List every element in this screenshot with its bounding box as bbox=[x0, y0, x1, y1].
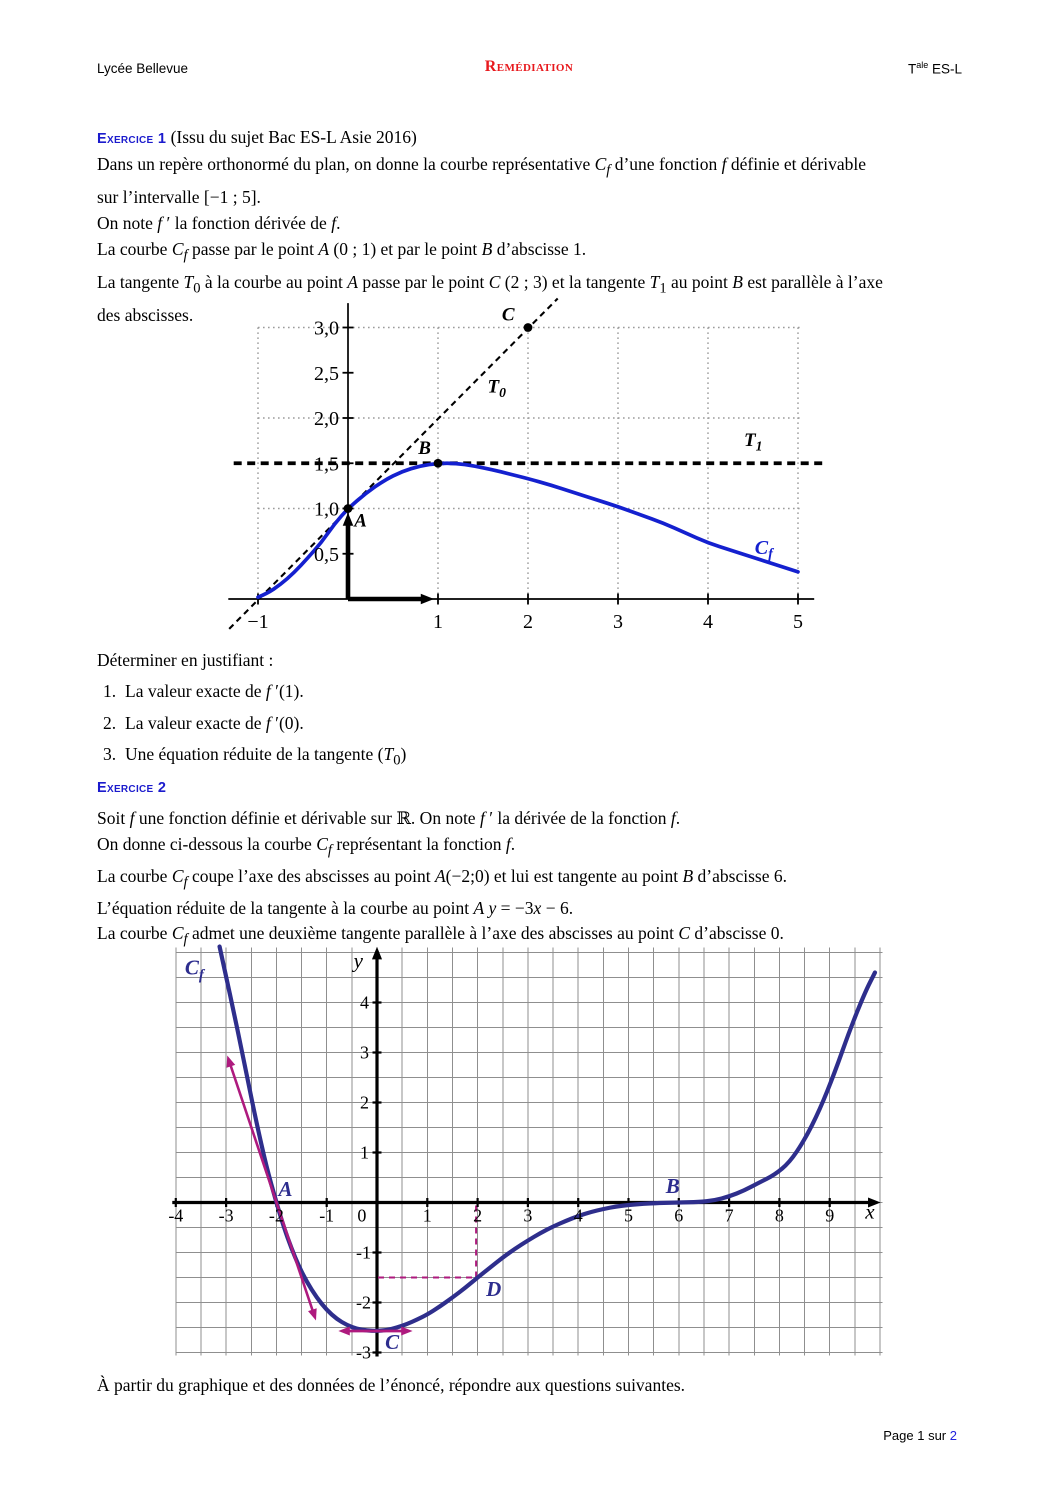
svg-text:7: 7 bbox=[724, 1205, 734, 1226]
svg-text:3,0: 3,0 bbox=[314, 317, 339, 340]
exercise1-heading bbox=[97, 127, 417, 148]
question-item-3 bbox=[103, 744, 406, 770]
svg-text:T0: $T_0$ bbox=[487, 376, 506, 401]
svg-text:4: 4 bbox=[359, 992, 369, 1013]
svg-text:B: B bbox=[418, 438, 431, 460]
svg-text:-2: -2 bbox=[268, 1205, 284, 1226]
class-prefix: T bbox=[907, 61, 917, 77]
page-footer bbox=[883, 1428, 957, 1443]
svg-text:B: B bbox=[665, 1174, 680, 1198]
svg-text:-2: -2 bbox=[355, 1292, 371, 1313]
exercise2-statement: Soit f une fonction définie et dérivable sur ℝ. On note f ′ la dérivée de la fonction f. On donne ci-dessous la courbe $C_f$ représentant la fonction f. La courbe $C_f$ coupe l’axe des abscisses au point A(−2;0) et lui est tangente au point B d’abscisse 6. L’équation réduite de la tangente à la courbe au point A y = −3x − 6. La courbe $C_f$ admet une deuxième tangente parallèle à l’axe des abscisses au point C d’abscisse 0. bbox=[97, 808, 787, 948]
svg-text:2,0: 2,0 bbox=[314, 408, 339, 430]
exercise1-statement: Dans un repère orthonormé du plan, on donne la courbe représentative $C_f$ d’une fonction f définie et dérivable sur l’intervalle [−1 ; 5]. On note f ′ la fonction dérivée de f. La courbe $C_f$ passe par le point A (0 ; 1) et par le point B d’abscisse 1. La tangente $T_0$ à la courbe au point A passe par le point C (2 ; 3) et la tangente $T_1$ au point B est parallèle à l’axe des abscisses. bbox=[97, 154, 883, 325]
question-number: 2. bbox=[103, 713, 117, 733]
exercise1-graph bbox=[225, 300, 825, 640]
svg-text:3: 3 bbox=[613, 611, 623, 633]
svg-text:C: C bbox=[501, 304, 515, 326]
svg-text:A: A bbox=[354, 510, 367, 532]
question-item-1 bbox=[103, 681, 304, 702]
svg-text:2: 2 bbox=[473, 1205, 483, 1226]
svg-text:3: 3 bbox=[359, 1042, 369, 1063]
svg-text:D: D bbox=[486, 1277, 502, 1301]
footer-page-text: Page 1 sur bbox=[883, 1428, 950, 1443]
question-text: La valeur exacte de f ′(0). bbox=[125, 713, 304, 733]
svg-text:2: 2 bbox=[359, 1092, 369, 1113]
svg-text:x: x bbox=[865, 1199, 875, 1224]
closing-instruction: À partir du graphique et des données de l’énoncé, répondre aux questions suivantes. bbox=[97, 1375, 686, 1395]
svg-text:-4: -4 bbox=[168, 1205, 184, 1226]
svg-text:0: 0 bbox=[357, 1205, 367, 1226]
svg-text:1: 1 bbox=[422, 1205, 432, 1226]
svg-text:1,0: 1,0 bbox=[314, 498, 339, 521]
svg-text:-3: -3 bbox=[218, 1205, 234, 1226]
svg-text:-3: -3 bbox=[355, 1342, 371, 1363]
svg-text:C: C bbox=[385, 1330, 400, 1354]
exercise2-heading bbox=[97, 776, 166, 797]
svg-text:9: 9 bbox=[825, 1205, 835, 1226]
header-class-label bbox=[908, 60, 962, 77]
svg-text:-1: -1 bbox=[319, 1205, 335, 1226]
svg-text:1,5: 1,5 bbox=[314, 453, 339, 476]
question-item-2 bbox=[103, 713, 304, 734]
svg-text:5: 5 bbox=[624, 1205, 633, 1226]
svg-text:y: y bbox=[353, 948, 363, 973]
svg-text:5: 5 bbox=[793, 611, 803, 633]
svg-text:A: A bbox=[278, 1177, 293, 1201]
exercise2-label: Exercice 2 bbox=[97, 780, 167, 796]
svg-text:3: 3 bbox=[523, 1205, 533, 1226]
svg-text:0,5: 0,5 bbox=[314, 543, 339, 566]
svg-text:Cf: $C_f$ bbox=[754, 536, 773, 563]
footer-page-link[interactable]: 2 bbox=[949, 1428, 957, 1443]
svg-text:T1: $T_1$ bbox=[744, 430, 763, 454]
document-title: Remédiation bbox=[484, 58, 574, 75]
svg-text:8: 8 bbox=[774, 1205, 784, 1226]
exercise1-label: Exercice 1 bbox=[97, 131, 167, 147]
exercise2-graph bbox=[170, 938, 912, 1374]
svg-text:4: 4 bbox=[703, 611, 713, 633]
question-number: 3. bbox=[103, 744, 117, 764]
question-text: La valeur exacte de f ′(1). bbox=[125, 681, 304, 701]
header-school-name: Lycée Bellevue bbox=[97, 61, 189, 76]
svg-text:1: 1 bbox=[433, 611, 443, 633]
exercise1-source-note: (Issu du sujet Bac ES-L Asie 2016) bbox=[166, 127, 417, 147]
svg-text:2: 2 bbox=[523, 611, 533, 633]
svg-text:Cf: $C_f$ bbox=[184, 955, 204, 984]
class-superscript: ale bbox=[916, 60, 929, 70]
questions-intro: Déterminer en justifiant : bbox=[97, 650, 274, 670]
svg-text:6: 6 bbox=[674, 1205, 684, 1226]
class-suffix: ES-L bbox=[928, 61, 962, 77]
svg-text:-1: -1 bbox=[355, 1242, 371, 1263]
svg-text:−1: −1 bbox=[247, 611, 269, 633]
question-number: 1. bbox=[103, 681, 117, 701]
question-text: Une équation réduite de la tangente $(T_0)$ bbox=[125, 744, 407, 769]
svg-text:2,5: 2,5 bbox=[314, 362, 339, 385]
svg-text:4: 4 bbox=[573, 1205, 583, 1226]
svg-text:1: 1 bbox=[359, 1142, 369, 1163]
